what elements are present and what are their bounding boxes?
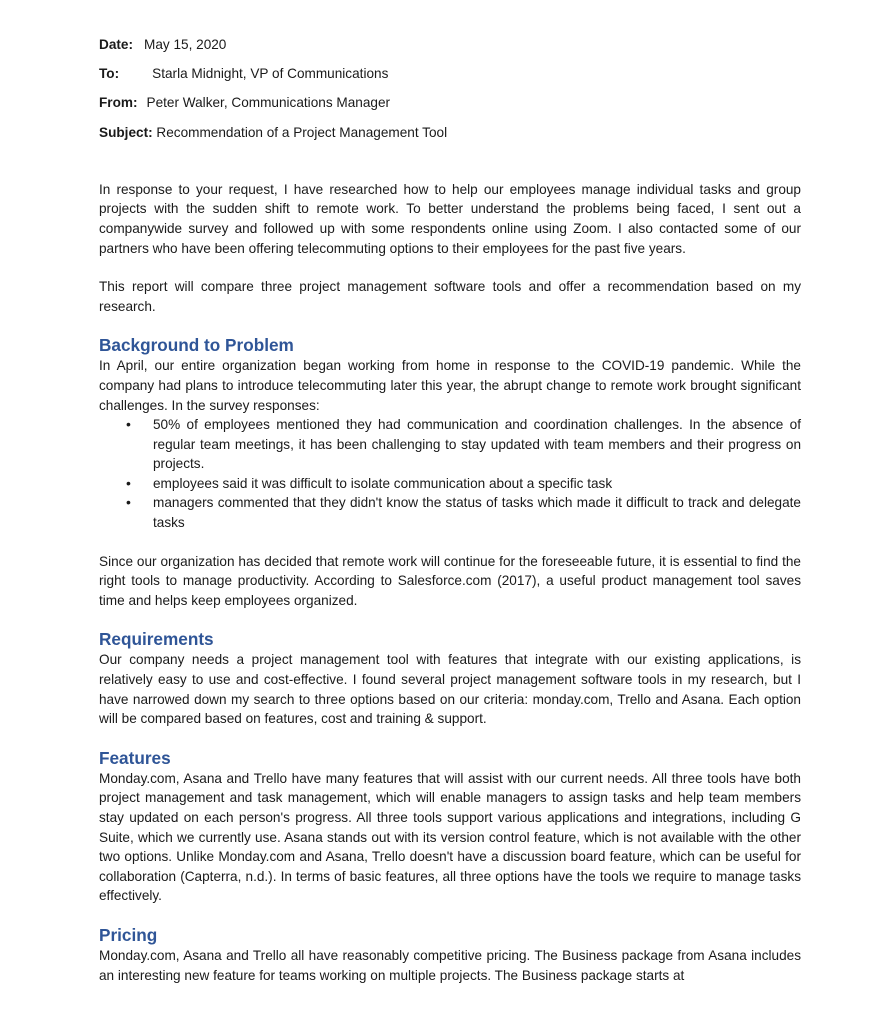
- memo-subject-value: Recommendation of a Project Management Tool: [156, 124, 448, 140]
- bullet-icon: •: [126, 416, 131, 433]
- features-paragraph: Monday.com, Asana and Trello have many features that will assist with our current needs. All three tools have both project management and task management, which will enable managers to assign tasks and help team members stay updated on each person's progress. All three tools support various applications and integrations, including G Suite, which we currently use. Asana stands out with its version control feature, which is not available with the other two options. Unlike Monday.com and Asana, Trello doesn't have a discussion board feature, which can be useful for collaboration (Capterra, n.d.). In terms of basic features, all three options have the tools we require to manage tasks effectively.: [99, 770, 801, 904]
- pricing-paragraph: Monday.com, Asana and Trello all have reasonably competitive pricing. The Business package from Asana includes an interesting new feature for teams working on multiple projects. The Business package starts at: [99, 947, 801, 983]
- intro-paragraph-1: In response to your request, I have researched how to help our employees manage individual tasks and group projects with the sudden shift to remote work. To better understand the problems being faced, I sent out a companywide survey and followed up with some respondents online using Zoom. I also contacted some of our partners who have been offering telecommuting options to their employees for the past five years.: [99, 181, 801, 256]
- memo-document: [99, 34, 801, 985]
- memo-to-label: To:: [99, 66, 120, 82]
- memo-date-value: May 15, 2020: [144, 37, 227, 52]
- memo-subject-label: Subject:: [99, 124, 153, 140]
- survey-bullet-text: employees said it was difficult to isolate communication about a specific task: [153, 475, 613, 491]
- bullet-icon: •: [126, 474, 131, 491]
- survey-bullet-item: [126, 415, 801, 474]
- memo-to-value: Starla Midnight, VP of Communications: [152, 66, 389, 82]
- bullet-icon: •: [126, 494, 131, 511]
- background-paragraph-1: In April, our entire organization began working from home in response to the COVID-19 pandemic. While the company had plans to introduce telecommuting later this year, the abrupt change to remote work brought significant challenges. In the survey responses:: [99, 358, 801, 413]
- memo-subject-row: [99, 122, 801, 151]
- survey-bullet-list: [99, 415, 801, 533]
- memo-date-label: Date:: [99, 37, 133, 52]
- requirements-paragraph: Our company needs a project management tool with features that integrate with our existing applications, is relatively easy to use and cost-effective. I found several project management software tools in my research, but I have narrowed down my search to three options based on our criteria: monday.com, Trello and Asana. Each option will be compared based on features, cost and training & support.: [99, 652, 801, 727]
- survey-bullet-item: [126, 474, 801, 494]
- background-paragraph-2: Since our organization has decided that remote work will continue for the foreseeable future, it is essential to find the right tools to manage productivity. According to Salesforce.com (2017), a useful product management tool saves time and helps keep employees organized.: [99, 553, 801, 608]
- memo-from-value: Peter Walker, Communications Manager: [146, 95, 391, 111]
- intro-paragraph-2: This report will compare three project management software tools and offer a recommendation based on my research.: [99, 279, 801, 314]
- survey-bullet-text: managers commented that they didn't know the status of tasks which made it difficult to track and delegate tasks: [153, 495, 801, 531]
- memo-from-row: [99, 92, 801, 121]
- background-heading: Background to Problem: [99, 335, 294, 356]
- memo-to-row: [99, 63, 801, 92]
- survey-bullet-item: [126, 493, 801, 532]
- pricing-heading: Pricing: [99, 924, 158, 945]
- requirements-heading: Requirements: [99, 629, 214, 650]
- memo-from-label: From:: [99, 95, 138, 111]
- survey-bullet-text: 50% of employees mentioned they had communication and coordination challenges. In the absence of regular team meetings, it has been challenging to stay updated with team members and their progress on projects.: [153, 417, 801, 472]
- memo-date-row: [99, 34, 801, 63]
- features-heading: Features: [99, 747, 171, 768]
